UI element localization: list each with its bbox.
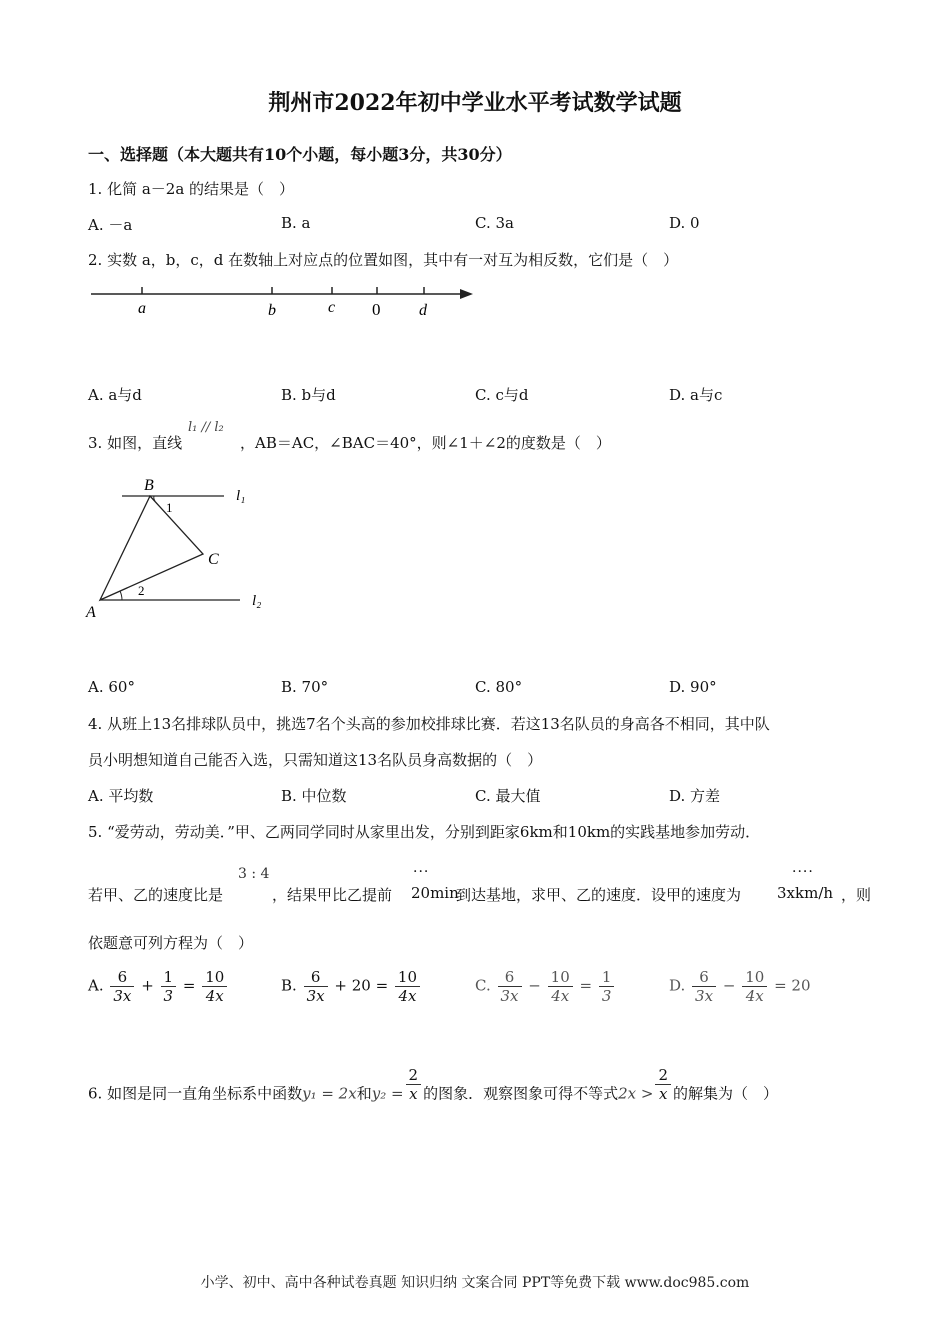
q3-option-c: C. 80° [475,678,523,696]
q3-option-b: B. 70° [281,678,329,696]
time-difference: 20min [411,884,459,902]
angle-2-label: 2 [138,583,145,598]
arrow-right-icon [460,289,473,299]
parallel-lines-notation: l₁ // l₂ [188,420,224,435]
inequality: 2x > [618,1084,654,1103]
label-l2: l₂ [252,593,262,609]
speed-ratio: 3 : 4 [238,866,270,882]
axis-label-d: d [419,302,427,319]
number-line-figure [88,280,488,325]
triangle-figure [82,470,282,625]
function-y2: y₂ = [371,1084,404,1103]
section-heading: 一、选择题（本大题共有10个小题，每小题3分，共30分） [88,145,512,164]
q5-option-a: A. $\frac{6}{3x}$ + $\frac{1}{3}$ = $\frac{10}{4x}$ [88,968,229,1005]
question-5-line-2f: ，则 [841,886,872,904]
q2-option-d: D. a与c [669,386,723,404]
label-C: C [208,551,219,568]
question-1: 1. 化简 a－2a 的结果是（ ） [88,180,295,198]
question-2: 2. 实数 a，b，c，d 在数轴上对应点的位置如图，其中有一对互为相反数，它们是（ ） [88,251,679,269]
q4-option-c: C. 最大值 [475,787,541,805]
q1-option-d: D. 0 [669,214,700,232]
axis-label-a: a [138,300,146,317]
question-3-part-b: ，AB＝AC，∠BAC＝40°，则∠1＋∠2的度数是（ ） [240,434,611,452]
question-5-line-2d: 到达基地，求甲、乙的速度．设甲的速度为 [456,886,742,904]
q5-option-b: B. $\frac{6}{3x}$ + 20 = $\frac{10}{4x}$ [281,968,422,1005]
q4-option-b: B. 中位数 [281,787,347,805]
q5-option-d: D. $\frac{6}{3x}$ − $\frac{10}{4x}$ = 20 [669,968,811,1005]
q2-option-a: A. a与d [88,386,142,404]
q4-option-d: D. 方差 [669,787,721,805]
question-5-line-2b: ，结果甲比乙提前 [272,886,393,904]
question-6: 6. 如图是同一直角坐标系中函数y₁ = 2x和y₂ = $\frac{2}{x}$ 的图象．观察图象可得不等式2x > $\frac{2}{x}$ 的解集为（ ） [88,1066,779,1103]
axis-label-c: c [328,299,336,316]
label-B: B [144,477,154,494]
label-l1: l₁ [236,488,246,504]
q1-option-c: C. 3a [475,214,514,232]
function-y1: y₁ = 2x [302,1084,357,1103]
axis-label-b: b [268,302,276,319]
q4-option-a: A. 平均数 [88,787,154,805]
question-5-line-3: 依题意可列方程为（ ） [88,934,254,952]
page-title: 荆州市2022年初中学业水平考试数学试题 [268,90,682,116]
q2-option-c: C. c与d [475,386,529,404]
q3-option-d: D. 90° [669,678,717,696]
question-3-part-a: 3. 如图，直线 [88,434,183,452]
q2-option-b: B. b与d [281,386,336,404]
emphasis-dots: ··· [413,864,430,880]
q1-option-a: A. －a [88,216,133,234]
label-A: A [86,604,96,621]
q3-option-a: A. 60° [88,678,135,696]
question-5-line-2a: 若甲、乙的速度比是 [88,886,224,904]
question-4-line-1: 4. 从班上13名排球队员中，挑选7名个头高的参加校排球比赛．若这13名队员的身高各不相同，其中队 [88,715,770,733]
question-5-line-1: 5. “爱劳动，劳动美．”甲、乙两同学同时从家里出发，分别到距家6km和10km的实践基地参加劳动． [88,823,761,841]
page-footer: 小学、初中、高中各种试卷真题 知识归纳 文案合同 PPT等免费下载 www.doc985.com [200,1275,750,1291]
angle-1-label: 1 [166,500,173,515]
emphasis-dots: ···· [792,864,814,880]
axis-label-0: 0 [372,300,381,319]
q1-option-b: B. a [281,214,311,232]
speed-variable: 3xkm/h [777,884,834,902]
q5-option-c: C. $\frac{6}{3x}$ − $\frac{10}{4x}$ = $\frac{1}{3}$ [475,968,616,1005]
question-4-line-2: 员小明想知道自己能否入选，只需知道这13名队员身高数据的（ ） [88,751,543,769]
